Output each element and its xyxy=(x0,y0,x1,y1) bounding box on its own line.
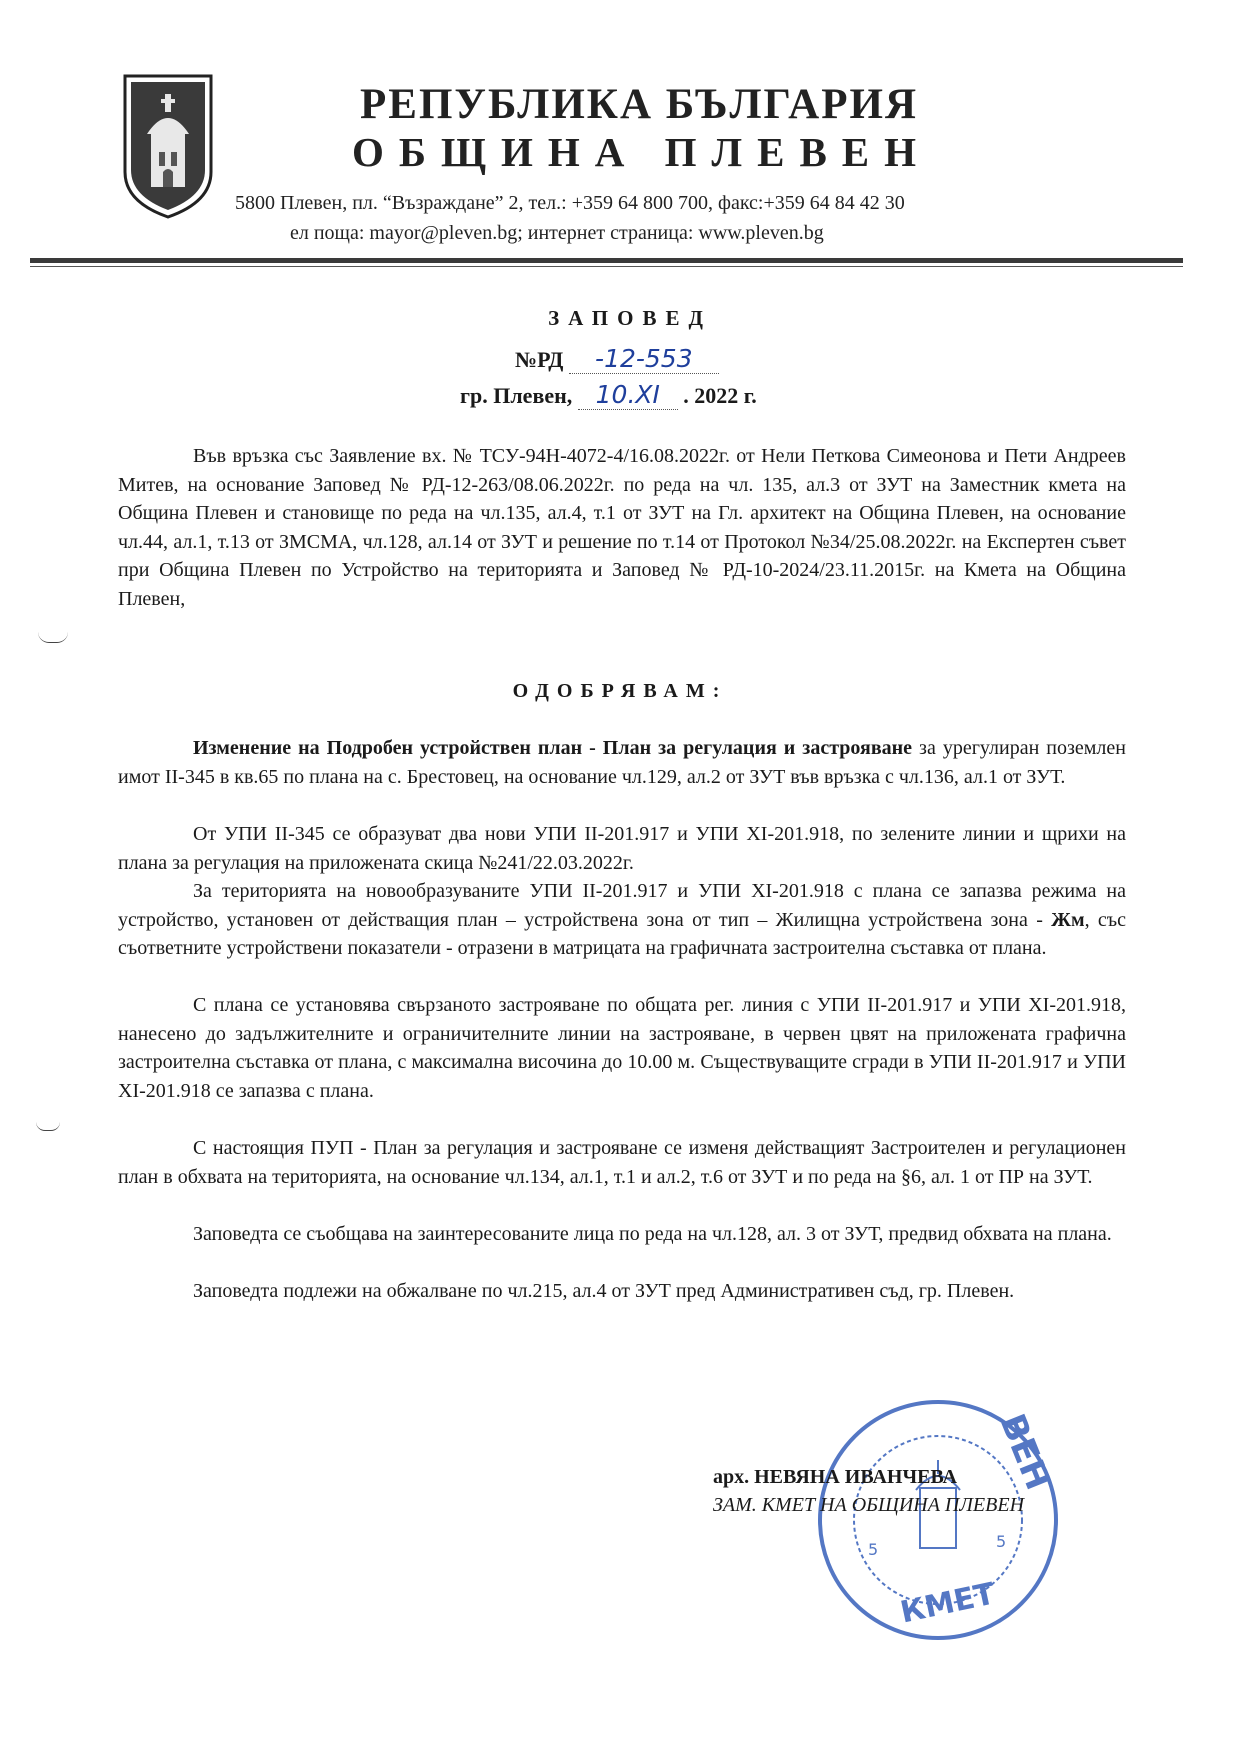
order-title: ЗАПОВЕД xyxy=(548,306,712,330)
body-paragraph-7: Заповедта подлежи на обжалване по чл.215, ал.4 от ЗУТ пред Административен съд, гр. Плевен. xyxy=(193,1280,1015,1302)
contact-line: ел поща: mayor@pleven.bg; интернет страница: www.pleven.bg xyxy=(290,222,824,244)
stamp-text-bottom: КМЕТ xyxy=(897,1576,998,1631)
scan-mark xyxy=(36,1122,60,1131)
order-date-handwritten: 10.XI xyxy=(578,380,678,410)
body-paragraph-5: С настоящия ПУП - План за регулация и застрояване се изменя действащият Застроителен и регулационен план в обхвата на територията, на основание чл.134, ал.1, т.1 и ал.2, т.6 от ЗУТ и по реда на §6, ал. 1 от ПР на ЗУТ. xyxy=(118,1137,1126,1188)
body-paragraph-1 xyxy=(118,734,1126,791)
order-number-handwritten: -12-553 xyxy=(569,344,719,374)
body-paragraph-3 xyxy=(118,877,1126,963)
body-paragraph-3-text-a: За територията на новообразуваните УПИ II-201.917 и УПИ XI-201.918 с плана се запазва режима на устройство, установен от действащия план – устройствена зона от тип – Жилищна устройствена зона - xyxy=(118,880,1126,931)
body-paragraph-2: От УПИ II-345 се образуват два нови УПИ II-201.917 и УПИ XI-201.918, по зелените линии и щрихи на плана за регулация на приложената скица №241/22.03.2022г. xyxy=(118,823,1126,874)
preamble-paragraph: Във връзка със Заявление вх. № ТСУ-94Н-4072-4/16.08.2022г. от Нели Петкова Симеонова и Пети Андреев Митев, на основание Заповед № РД-12-263/08.06.2022г. по реда на чл. 135, ал.3 от ЗУТ на Заместник кмета на Община Плевен и становище по реда на чл.135, ал.4, т.1 от ЗУТ на Гл. архитект на Община Плевен, на основание чл.44, ал.1, т.13 от ЗМСМА, чл.128, ал.14 от ЗУТ и решение по т.14 от Протокол №34/25.08.2022г. на Експертен съвет при Община Плевен по Устройство на територията и Заповед № РД-10-2024/23.11.2015г. на Кмета на Община Плевен, xyxy=(118,445,1126,610)
body-paragraph-4: С плана се установява свързаното застрояване по общата рег. линия с УПИ II-201.917 и УПИ XI-201.918, нанесено до задължителните и ограничителните линии на застрояване, в червен цвят на приложената графична застроителна съставка от плана, с максимална височина до 10.00 м. Съществуващите сгради в УПИ II-201.917 и УПИ XI-201.918 се запазва с плана. xyxy=(118,994,1126,1102)
zone-code-bold: Жм xyxy=(1051,908,1085,931)
address-line: 5800 Плевен, пл. “Възраждане” 2, тел.: +359 64 800 700, факс:+359 64 84 42 30 xyxy=(235,192,905,214)
order-date-suffix: . 2022 г. xyxy=(683,383,757,408)
order-number-prefix: №РД xyxy=(515,347,564,372)
body-paragraph-6: Заповедта се съобщава на заинтересованите лица по реда на чл.128, ал. 3 от ЗУТ, предвид обхвата на плана. xyxy=(193,1223,1112,1245)
stamp-number-left: 5 xyxy=(868,1540,879,1559)
order-date xyxy=(460,380,757,410)
municipality-title: ОБЩИНА ПЛЕВЕН xyxy=(352,129,932,175)
approve-heading: ОДОБРЯВАМ: xyxy=(512,680,728,702)
body-paragraph-3-text-b: , със съответните устройствени показатели - отразени в матрицата на графичната застроителна съставка от плана. xyxy=(118,908,1126,960)
signatory-name: арх. НЕВЯНА ИВАНЧЕВА xyxy=(713,1466,957,1488)
stamp-text-top: ВЕН xyxy=(991,1408,1058,1496)
stamp-number-right: 5 xyxy=(996,1532,1007,1551)
pleven-crest-icon xyxy=(121,72,215,220)
letterhead-divider xyxy=(30,258,1183,263)
order-number xyxy=(515,344,719,374)
order-date-prefix: гр. Плевен, xyxy=(460,383,573,408)
scan-mark xyxy=(38,632,68,643)
letterhead-divider-thin xyxy=(30,266,1183,267)
body-paragraph-1-text: за урегулиран поземлен имот II-345 в кв.65 по плана на с. Брестовец, на основание чл.129, ал.2 от ЗУТ във връзка с чл.136, ал.1 от ЗУТ. xyxy=(118,737,1126,788)
plan-title-bold: Изменение на Подробен устройствен план - План за регулация и застрояване xyxy=(193,737,913,759)
official-stamp xyxy=(808,1390,1068,1650)
country-title: РЕПУБЛИКА БЪЛГАРИЯ xyxy=(360,81,919,128)
signatory-position: ЗАМ. КМЕТ НА ОБЩИНА ПЛЕВЕН xyxy=(713,1494,1025,1516)
